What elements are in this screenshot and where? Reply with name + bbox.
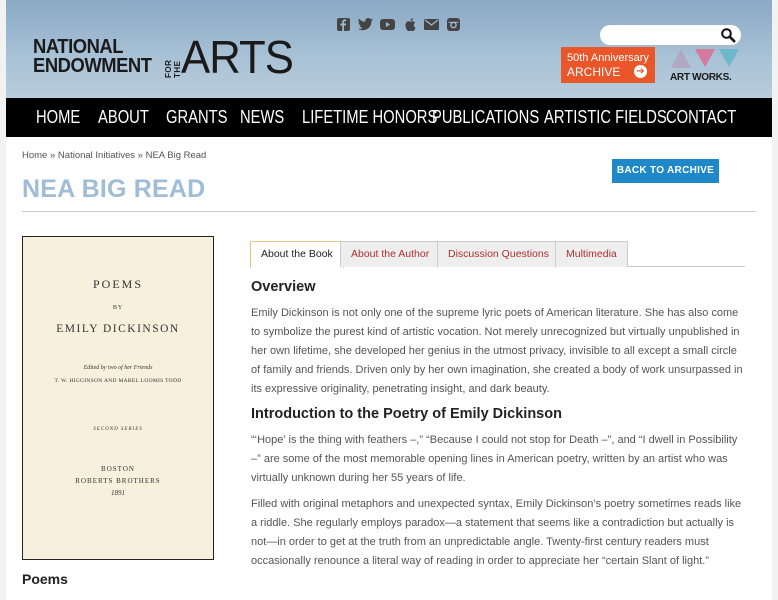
breadcrumb-sep-2: » [137, 150, 143, 161]
cover-by: BY [112, 305, 124, 311]
nav-contact[interactable]: CONTACT [666, 107, 737, 127]
anniversary-line2: ARCHIVE [567, 65, 621, 79]
overview-heading: Overview [251, 279, 316, 295]
tab-panel-about-the-book [251, 279, 745, 578]
main-content [6, 137, 772, 600]
cover-editors: T. W. HIGGINSON AND MABEL LOOMIS TODD [54, 378, 182, 384]
apple-icon[interactable] [402, 17, 417, 32]
nav-news[interactable]: NEWS [240, 107, 285, 127]
youtube-icon[interactable] [380, 17, 395, 32]
overview-text: Emily Dickinson is not only one of the supreme lyric poets of American literature. She has also come to symbolize the purest kind of artistic vocation. Not merely unrecognized but virtually unpublished in her own lifetime, she developed her genius in the utmost privacy, invisible to all except a small circle of family and friends. Driven only by her own imagination, she created a body of work unsurpassed in its expressive originality, penetrating insight, and dark beauty. [251, 307, 743, 395]
page-title: NEA BIG READ [22, 175, 206, 203]
logo-line1: NATIONAL [33, 36, 124, 58]
cover-publisher: ROBERTS BROTHERS [75, 477, 161, 485]
cover-edited: Edited by two of her Friends [83, 365, 153, 371]
art-works-tagline: ART WORKS. [670, 72, 732, 83]
nav-grants[interactable]: GRANTS [166, 107, 228, 127]
search-icon[interactable] [720, 27, 736, 43]
breadcrumb-sep-1: » [49, 150, 56, 161]
breadcrumb-current: NEA Big Read [145, 150, 207, 161]
tab-discussion-questions[interactable]: Discussion Questions [437, 241, 560, 267]
tab-about-the-book[interactable]: About the Book [250, 241, 344, 268]
arrow-right-icon: ➔ [634, 65, 647, 78]
intro-paragraph-1: “‘Hope’ is the thing with feathers –,” “Because I could not stop for Death –”, and “I dwell in Possibility –” are some of the most memorable opening lines in American poetry, written by an artist who was virtually unknown during her 55 years of life. [251, 434, 738, 484]
breadcrumb-home[interactable]: Home [22, 150, 48, 161]
site-header [6, 0, 772, 98]
cover-title: POEMS [92, 277, 143, 291]
search-box [600, 25, 741, 45]
book-tabs [250, 240, 745, 267]
logo-arts: ARTS [181, 31, 293, 83]
nav-about[interactable]: ABOUT [98, 107, 149, 127]
book-cover-image [22, 236, 214, 560]
nav-lifetime-honors[interactable]: LIFETIME HONORS [302, 107, 438, 127]
cover-year: 1891 [111, 489, 125, 497]
intro-paragraph-2: Filled with original metaphors and unexpected syntax, Emily Dickinson’s poetry sometimes reads like a riddle. She regularly employs paradox—a statement that seems like a contradiction but actually is not—in order to get at the truth from an unpredictable angle. Twenty-first century readers must occasionally renounce a literal way of reading in order to appreciate her “certain Slant of light.” [251, 498, 742, 567]
nav-artistic-fields[interactable]: ARTISTIC FIELDS [544, 107, 667, 127]
facebook-icon[interactable] [336, 17, 351, 32]
search-input[interactable] [608, 25, 718, 45]
breadcrumb-national-initiatives[interactable]: National Initiatives [57, 150, 136, 161]
logo-text [33, 38, 153, 76]
email-icon[interactable] [424, 17, 439, 32]
nav-home[interactable]: HOME [36, 107, 81, 127]
logo-for-the: FOR THE [164, 59, 182, 78]
anniversary-archive-link[interactable] [561, 47, 655, 83]
intro-heading: Introduction to the Poetry of Emily Dickinson [251, 406, 562, 422]
title-divider [22, 211, 756, 212]
breadcrumb [22, 150, 206, 161]
social-links [336, 17, 461, 32]
tab-multimedia[interactable]: Multimedia [555, 241, 628, 267]
main-nav [6, 98, 772, 137]
cover-caption: Poems [22, 571, 68, 587]
cover-city: BOSTON [101, 465, 135, 473]
twitter-icon[interactable] [358, 17, 373, 32]
logo-line2: ENDOWMENT [33, 55, 152, 77]
tab-about-the-author[interactable]: About the Author [340, 241, 440, 267]
instagram-icon[interactable] [446, 17, 461, 32]
art-works-triangles-icon [666, 46, 744, 72]
art-works-logo[interactable] [666, 46, 744, 86]
cover-author: EMILY DICKINSON [56, 323, 180, 335]
nav-publications[interactable]: PUBLICATIONS [432, 107, 540, 127]
cover-series: SECOND SERIES [93, 427, 143, 432]
anniversary-line1: 50th Anniversary [567, 52, 649, 64]
back-to-archive-button[interactable]: BACK TO ARCHIVE [612, 159, 719, 183]
